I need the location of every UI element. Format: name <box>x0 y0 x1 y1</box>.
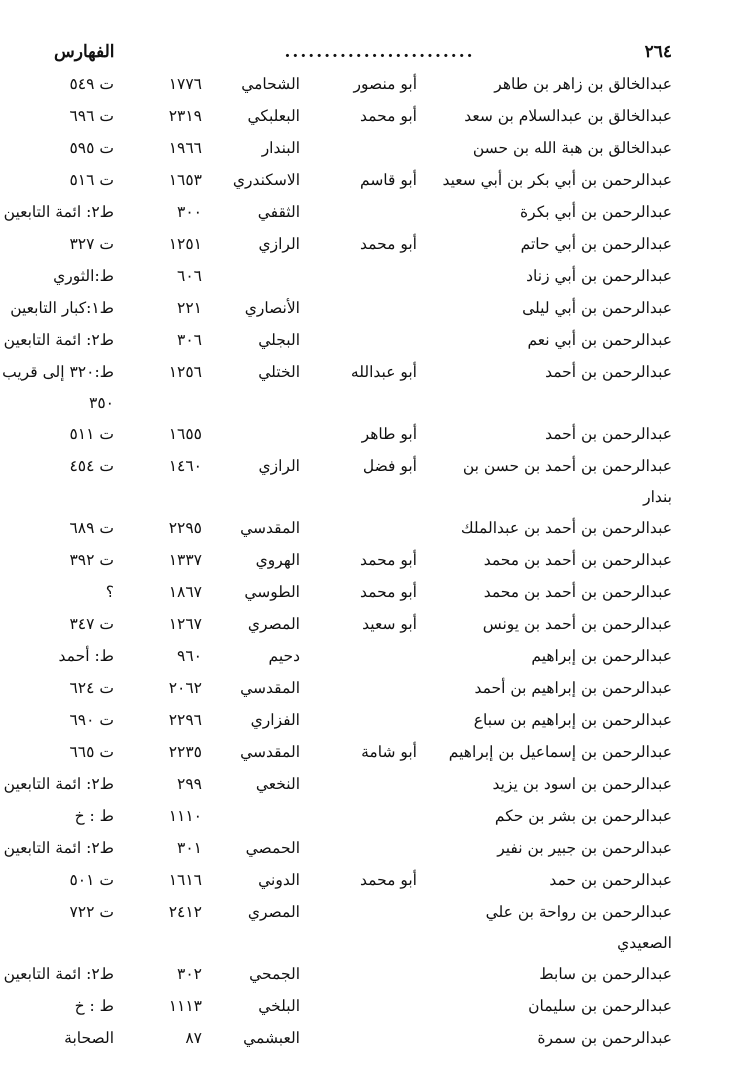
entry-kunya: أبو محمد <box>360 107 417 125</box>
header-dots: ........................ <box>284 42 475 62</box>
index-row <box>54 800 672 832</box>
entry-number: ٢٠٦٢ <box>168 679 202 697</box>
entry-number: ١٢٥٦ <box>168 363 202 381</box>
index-row <box>3 832 672 864</box>
entry-kunya: أبو فضل <box>362 457 417 475</box>
entry-name: عبدالرحمن بن أبي نعم <box>527 331 672 349</box>
index-row <box>54 544 672 576</box>
entry-number: ٦٠٦ <box>177 267 202 285</box>
index-row <box>54 896 672 928</box>
index-row <box>54 990 672 1022</box>
index-row-continuation <box>54 482 672 512</box>
entry-nisba: الدوني <box>258 871 300 889</box>
entry-note: ط١:كبار التابعين <box>10 299 114 317</box>
entry-name: الصعيدي <box>617 934 672 952</box>
entry-note: ٣٥٠ <box>89 394 114 412</box>
entry-name: عبدالرحمن بن إبراهيم بن سباع <box>473 711 672 729</box>
index-row <box>54 608 672 640</box>
entry-note: ط٢: ائمة التابعين <box>3 965 114 983</box>
entry-number: ١٦١٦ <box>168 871 202 889</box>
entry-number: ١٩٦٦ <box>168 139 202 157</box>
entry-name: عبدالرحمن بن أحمد بن حسن بن <box>462 457 672 475</box>
entry-nisba: الأنصاري <box>244 299 300 317</box>
entry-kunya: أبو سعيد <box>362 615 417 633</box>
entry-number: ١٤٦٠ <box>168 457 202 475</box>
entry-nisba: البلخي <box>258 997 300 1015</box>
entry-number: ٢٤١٢ <box>168 903 202 921</box>
entry-number: ١١١٣ <box>168 997 202 1015</box>
entry-note: ؟ <box>105 583 114 601</box>
index-row <box>54 100 672 132</box>
entry-nisba: المقدسي <box>240 743 300 761</box>
entry-number: ١١١٠ <box>168 807 202 825</box>
entry-nisba: دحيم <box>268 647 300 665</box>
entry-number: ١٦٥٥ <box>168 425 202 443</box>
index-row <box>10 292 672 324</box>
entry-number: ١٧٧٦ <box>168 75 202 93</box>
entry-nisba: البعلبكي <box>247 107 300 125</box>
entry-nisba: الاسكندري <box>232 171 300 189</box>
index-row <box>54 260 672 292</box>
index-row <box>54 640 672 672</box>
entry-note: ط: أحمد <box>58 647 114 665</box>
entry-nisba: النخعي <box>255 775 300 793</box>
entry-nisba: الثقفي <box>257 203 300 221</box>
entry-name: عبدالرحمن بن أبي ليلى <box>522 299 672 317</box>
entry-note: ط:الثوري <box>53 267 114 285</box>
entry-number: ٣٠١ <box>177 839 202 857</box>
entry-name: عبدالرحمن بن اسود بن يزيد <box>492 775 672 793</box>
entry-nisba: العبشمي <box>243 1029 300 1047</box>
entry-name: عبدالرحمن بن سليمان <box>528 997 672 1015</box>
entry-number: ٢٢٩٦ <box>168 711 202 729</box>
index-row <box>54 1022 672 1054</box>
entry-nisba: البجلي <box>258 331 300 349</box>
entry-note: ت ٦٦٥ <box>69 743 114 761</box>
entry-kunya: أبو طاهر <box>361 425 417 443</box>
entry-note: ط : خ <box>74 997 114 1015</box>
entry-note: ت ٥١٦ <box>69 171 114 189</box>
index-row <box>3 196 672 228</box>
entry-name: عبدالرحمن بن رواحة بن علي <box>485 903 672 921</box>
entry-note: ت ٦٩٦ <box>69 107 114 125</box>
entry-note: ط٢: ائمة التابعين <box>3 775 114 793</box>
entry-name: عبدالرحمن بن سابط <box>539 965 672 983</box>
entry-kunya: أبو محمد <box>360 583 417 601</box>
entry-nisba: الختلي <box>258 363 300 381</box>
entry-nisba: الرازي <box>258 235 300 253</box>
entry-nisba: البندار <box>261 139 300 157</box>
entry-nisba: المقدسي <box>240 679 300 697</box>
entry-nisba: الحمصي <box>245 839 300 857</box>
entry-kunya: أبو قاسم <box>360 171 417 189</box>
entry-name: عبدالرحمن بن بشر بن حكم <box>494 807 672 825</box>
index-row <box>54 576 672 608</box>
entry-name: عبدالرحمن بن إسماعيل بن إبراهيم <box>448 743 672 761</box>
entry-number: ١٦٥٣ <box>168 171 202 189</box>
entry-number: ٨٧ <box>185 1029 202 1047</box>
entry-note: ت ٣٢٧ <box>69 235 114 253</box>
index-row <box>54 736 672 768</box>
entry-number: ٢٣١٩ <box>168 107 202 125</box>
entry-name: بندار <box>643 488 672 506</box>
entry-name: عبدالرحمن بن أبي حاتم <box>520 235 672 253</box>
entry-name: عبدالرحمن بن أحمد بن يونس <box>482 615 672 633</box>
entry-kunya: أبو عبدالله <box>350 363 417 381</box>
entry-name: عبدالرحمن بن سمرة <box>537 1029 672 1047</box>
entry-name: عبدالرحمن بن جبير بن نفير <box>497 839 672 857</box>
entry-note: ت ٥٠١ <box>69 871 114 889</box>
entry-number: ٢٢٣٥ <box>168 743 202 761</box>
entry-note: ت ٥٩٥ <box>69 139 114 157</box>
entry-note: ط٢: ائمة التابعين <box>3 331 114 349</box>
entry-nisba: الهروي <box>255 551 300 569</box>
page-number: ٢٦٤ <box>644 42 672 62</box>
entry-note: ت ٣٩٢ <box>69 551 114 569</box>
index-row <box>2 356 672 388</box>
entry-nisba: المقدسي <box>240 519 300 537</box>
entry-kunya: أبو محمد <box>360 235 417 253</box>
entry-nisba: المصري <box>247 615 300 633</box>
entry-kunya: أبو محمد <box>360 871 417 889</box>
index-row <box>54 512 672 544</box>
index-row <box>3 958 672 990</box>
entry-number: ١٨٦٧ <box>168 583 202 601</box>
entry-name: عبدالرحمن بن أحمد بن محمد <box>483 583 672 601</box>
entry-name: عبدالرحمن بن أحمد <box>545 363 672 381</box>
entry-kunya: أبو منصور <box>353 75 417 93</box>
entry-nisba: الشحامي <box>241 75 300 93</box>
entry-number: ٣٠٠ <box>177 203 202 221</box>
entry-number: ٢٩٩ <box>177 775 202 793</box>
entry-note: ط:٣٢٠ إلى قريب <box>2 363 114 381</box>
entry-number: ٣٠٦ <box>177 331 202 349</box>
index-row <box>3 768 672 800</box>
entry-name: عبدالرحمن بن حمد <box>549 871 672 889</box>
index-list <box>2 68 672 1054</box>
entry-nisba: الجمحي <box>249 965 300 983</box>
entry-name: عبدالخالق بن هبة الله بن حسن <box>472 139 672 157</box>
index-row-continuation <box>54 928 672 958</box>
entry-name: عبدالرحمن بن أبي بكر بن أبي سعيد <box>442 171 672 189</box>
index-row <box>54 450 672 482</box>
entry-name: عبدالرحمن بن أبي بكرة <box>520 203 672 221</box>
index-row <box>54 132 672 164</box>
index-row <box>54 164 672 196</box>
entry-number: ١٣٣٧ <box>168 551 202 569</box>
entry-note: ت ٤٥٤ <box>69 457 114 475</box>
entry-nisba: الطوسي <box>244 583 300 601</box>
entry-nisba: الفزاري <box>250 711 300 729</box>
index-row <box>54 68 672 100</box>
entry-number: ٢٢١ <box>177 299 202 317</box>
entry-name: عبدالرحمن بن أبي زناد <box>526 267 672 285</box>
entry-note: الصحابة <box>64 1029 114 1047</box>
entry-name: عبدالخالق بن زاهر بن طاهر <box>494 75 672 93</box>
entry-kunya: أبو محمد <box>360 551 417 569</box>
entry-note: ت ٦٢٤ <box>69 679 114 697</box>
index-row <box>54 228 672 260</box>
entry-name: عبدالخالق بن عبدالسلام بن سعد <box>464 107 672 125</box>
entry-number: ١٢٥١ <box>168 235 202 253</box>
entry-note: ت ٦٨٩ <box>69 519 114 537</box>
entry-name: عبدالرحمن بن أحمد بن محمد <box>483 551 672 569</box>
index-row <box>3 324 672 356</box>
entry-number: ١٢٦٧ <box>168 615 202 633</box>
index-row <box>54 864 672 896</box>
entry-note: ت ٦٩٠ <box>69 711 114 729</box>
entry-number: ٣٠٢ <box>177 965 202 983</box>
index-row <box>54 672 672 704</box>
entry-nisba: المصري <box>247 903 300 921</box>
index-row <box>54 418 672 450</box>
entry-name: عبدالرحمن بن إبراهيم <box>531 647 672 665</box>
entry-note: ت ٥٤٩ <box>69 75 114 93</box>
entry-number: ٩٦٠ <box>177 647 202 665</box>
entry-name: عبدالرحمن بن أحمد <box>545 425 672 443</box>
entry-name: عبدالرحمن بن أحمد بن عبدالملك <box>460 519 672 537</box>
entry-nisba: الرازي <box>258 457 300 475</box>
entry-number: ٢٢٩٥ <box>168 519 202 537</box>
entry-name: عبدالرحمن بن إبراهيم بن أحمد <box>474 679 672 697</box>
entry-kunya: أبو شامة <box>361 743 417 761</box>
entry-note: ت ٥١١ <box>69 425 114 443</box>
entry-note: ط٢: ائمة التابعين <box>3 839 114 857</box>
page-header <box>54 38 672 66</box>
section-title: الفهارس <box>54 42 115 62</box>
entry-note: ت ٣٤٧ <box>69 615 114 633</box>
index-row-continuation <box>54 388 672 418</box>
entry-note: ت ٧٢٢ <box>69 903 114 921</box>
entry-note: ط٢: ائمة التابعين <box>3 203 114 221</box>
entry-note: ط : خ <box>74 807 114 825</box>
index-row <box>54 704 672 736</box>
